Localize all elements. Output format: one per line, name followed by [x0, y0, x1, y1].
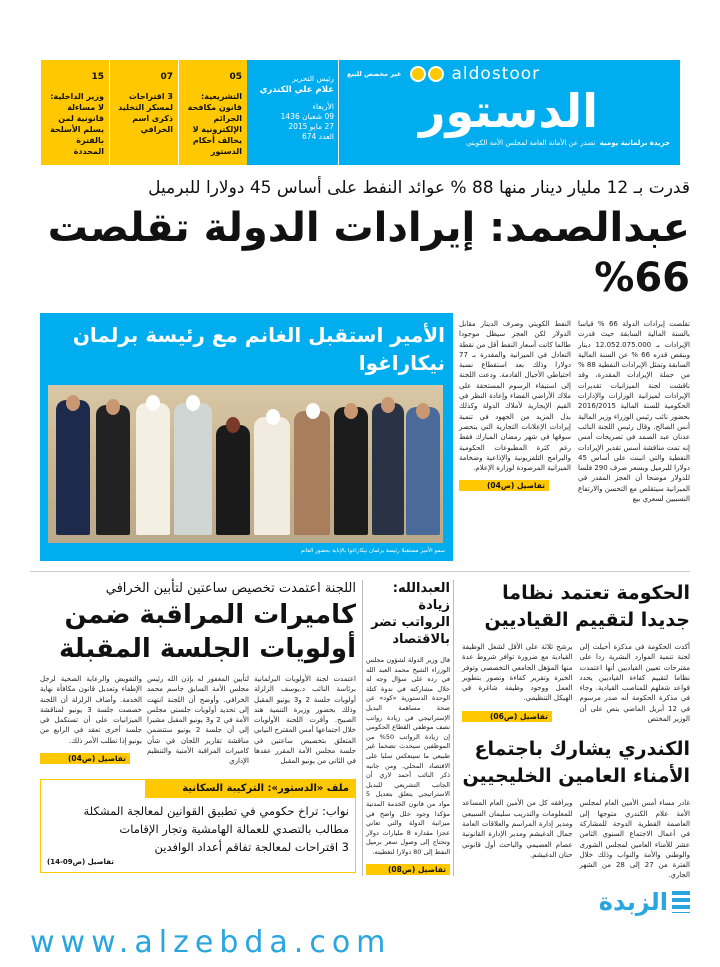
file-box-lines — [41, 798, 355, 856]
teaser-2[interactable] — [109, 60, 178, 165]
news-photo[interactable] — [48, 385, 443, 543]
file-box-details-link[interactable]: تفاصيل (ص09-14) — [47, 857, 114, 866]
kandari-columns — [462, 798, 690, 880]
logo-arabic: الدستور — [419, 84, 598, 138]
photo-caption: سمو الأمير مستقبلا رئيسة برلمان نيكاراغوا بالإنابة بحضور الغانم — [300, 548, 445, 554]
file-box-line: مطالب بالتصدي للعمالة الهامشية وتجار الإقامات — [119, 821, 349, 836]
gregorian-date: 27 مايو 2015 — [288, 122, 334, 131]
teasers-bar — [40, 60, 247, 165]
abdullah-body: قال وزير الدولة لشؤون مجلس الوزراء الشيخ محمد العبد الله في رده على سؤال وجه له خلال مشاركته في ندوة كتلة الوحدة الدستورية «كود» عن صحة مساهمة البديل الإستراتيجي في زيادة رواتب نصف موظفي القطاع الحكومي إن زيادة الرواتب 50% من الموظفين سيحدث تضخما غير طبيعي ما سينعكس سلبا على الاقتصاد المحلي. ومن جانبه ذكر النائب أحمد لاري أن الجانب التشريعي للبديل الاستراتيجي يتعلق بتعديل 5 مواد من قانون الخدمة المدنية مؤكدا وجود خلل واضح في ميزانية الدولة والتي تعاني عجزا مقداره 8 مليارات دولار وتحتاج إلى وصول سعر برميل النفط إلى 80 دولارا لتغطيته. — [366, 656, 450, 856]
alzebda-logo — [462, 887, 690, 917]
file-box-title: ملف «الدستور»: التركيبة السكانية — [145, 780, 355, 798]
website-url[interactable]: www.alzebda.com — [30, 924, 392, 960]
file-box-line: نواب: تراخ حكومي في تطبيق القوانين لمعالجة المشكلة — [83, 803, 349, 818]
lead-body — [453, 313, 690, 504]
edition-info — [247, 60, 339, 165]
teaser-text: التشريعية: قانون مكافحة الجرائم الإلكترونية لا يخالف أحكام الدستور — [187, 92, 242, 156]
photo-story — [40, 313, 453, 561]
teaser-1[interactable] — [178, 60, 247, 165]
gov-body-col2: يرشح ثلاثة على الأقل لشغل الوظيفة القيادية مع ضرورة توافر شروط عدة منها المؤهل الجامعي التخصصي وتوفر الخبرة وتقرير كفاءة وتصور بتطوير العمل ووجود وظيفة شاغرة في الهيكل التنظيمي. — [462, 643, 573, 703]
lead-row — [30, 313, 690, 561]
hijri-date: 09 شعبان 1436 — [280, 112, 334, 121]
cameras-body-col2: لتأبين المغفور له بإذن الله رئيس مجلس الأمة السابق جاسم محمد الخرافي. وأوضح أن اللجنة انتهت إلى تحديد أولويات جلستي مجلس الأمة في 2 و3 يونيو المقبل مشيرا إلى أن جلسة 2 يونيو ستتضمن مناقشة تقارير اللجان في شأن كاميرات المراقبة الأمنية والتنظيم الإداري — [147, 675, 249, 766]
kandari-body-col2: ويرافقه كل من الأمين العام المساعد للمعلومات والتدريب سليمان السبيعي ومدير إدارة المراسم والعلاقات العامة جمال الدغيشم ومدير الإدارة القانونية عصام العصيمي والباحث أول قانوني حنان الدغيشم. — [462, 799, 573, 859]
cameras-headline: كاميرات المراقبة ضمن أولويات الجلسة المقبلة — [59, 600, 356, 664]
lead-body-col1: تقلصت إيرادات الدولة 66 % قياسا بالسنة المالية السابقة حيث قدرت الإيرادات بـ 12.052.075.000 دينار وبنقص قدره 66 % عن السنة المالية السابقة وتمثل الإيرادات النفطية 88 % من جملة الإيرادات المقدرة، وقد ناقشت لجنة الميزانيات تقديرات الإيرادات لميزانية الوزارات والإدارات الحكومية للسنة المالية 2016/2015 بحضور نائب رئيس الوزراء وزير المالية أنس الصالح. وقال رئيس اللجنة النائب عدنان عبد الصمد في تصريحات أمس إنه تمت مناقشة أسس تقدير الإيرادات النفطية والتي انبنت على أساس 45 دولارا للبرميل وبسعر صرف 290 فلسا للدولار موضحا أن العجز المقدر في الميزانية سيتقلص مع التحسن والارتفاع النسبيين لسعري بيع — [578, 320, 691, 504]
editor-label: رئيس التحرير — [292, 74, 334, 83]
kandari-body-col1: غادر مساء أمس الأمين العام لمجلس الأمة علام الكندري متوجها إلى العاصمة القطرية الدوحة للمشاركة في أعمال الاجتماع السنوي الثامن عشر للأمناء العامين لمجلس الشورى والوطني والأمة والنواب وذلك خلال الفترة من 27 إلى 28 من الشهر الجاري. — [579, 799, 690, 880]
abdullah-headline: العبدالله: زيادة الرواتب تضر بالاقتصاد — [371, 581, 450, 647]
file-box[interactable] — [40, 779, 356, 873]
cameras-columns — [40, 674, 356, 767]
abdullah-section — [362, 580, 454, 876]
cameras-section — [40, 580, 356, 873]
tagline — [347, 138, 670, 148]
cameras-body-col1: اعتمدت لجنة الأولويات البرلمانية برئاسة النائب د.يوسف الزلزلة أولويات جلسة 2 و3 يونيو المقبل وذلك بحضور وزيرة التنمية هند الصبيح. وأقرت اللجنة الأولويات خلال اجتماعها أمس المقترح النيابي المتعلق بتخصيص ساعتين في جلسة مجلس الأمة المقرر عقدها في الثاني من يونيو المقبل — [254, 675, 356, 766]
masthead — [247, 60, 680, 165]
not-for-sale-label: غير مخصص للبيع — [347, 70, 402, 78]
right-section — [454, 580, 690, 917]
teaser-page: 07 — [160, 72, 173, 82]
logo-english: aldostoor — [451, 64, 541, 84]
gov-headline: الحكومة تعتمد نظاما جديدا لتقييم القياديين — [484, 582, 690, 631]
day: الأربعاء — [312, 102, 334, 111]
alzebda-brand: الزبدة — [598, 887, 668, 916]
logo-dots-icon — [410, 66, 444, 82]
issue-number: العدد 674 — [302, 132, 334, 141]
gov-body-col1: أكدت الحكومة في مذكرة أحيلت إلى لجنة تنمية الموارد البشرية ردا على مقترحات تعيين القياديين أنها اعتمدت نظاما لتقييم كفاءة القياديين يحدد قواعد شغلهم للمناصب القيادية. وجاء في مذكرة الحكومة أنه صدر مرسوم في 12 أبريل الماضي ينص على أن الوزير المختص — [579, 643, 691, 724]
lead-kicker: قدرت بـ 12 مليار دينار منها 88 % عوائد النفط على أساس 45 دولارا للبرميل — [148, 178, 690, 198]
cameras-kicker: اللجنة اعتمدت تخصيص ساعتين لتأبين الخرافي — [105, 581, 356, 596]
brand-block — [339, 60, 680, 165]
lead-headline: عبدالصمد: إيرادات الدولة تقلصت 66% — [47, 205, 690, 301]
lead-body-col2: النفط الكويتي وصرف الدينار مقابل الدولار لكن العجز سيظل موجودا طالما كانت أسعار النفط أقل من نقطة التعادل في الميزانية والمقدرة بـ 77 دولارا وذلك بعد استقطاع نسبة احتياطي الأجيال القادمة. ودعت اللجنة إلى استيفاء الرسوم المستحقة على ملاك الأراضي الفضاء وإعادة النظر في القيم الإيجارية لأملاك الدولة وكذلك بذل المزيد من الجهود في تنمية إيرادات الإعلانات التجارية التي ينحصر سوقها في شهر رمضان المبارك فقط رغم كثرة المطبوعات الحكومية والبرامج التلفزيونية والإذاعية وضخامة الميزانية المرصودة لوزارة الإعلام. — [459, 320, 571, 473]
teaser-text: 3 اقتراحات لمسكر التخليد ذكرى اسم الخرافي — [118, 92, 173, 134]
photo-headline: الأمير استقبل الغانم مع رئيسة برلمان نيكاراغوا — [72, 323, 445, 375]
tagline-text: تصدر عن الأمانة العامة لمجلس الأمة الكويتي — [465, 139, 596, 147]
gov-columns — [462, 642, 690, 724]
file-box-line: 3 اقتراحات لمعالجة تفاقم أعداد الوافدين — [154, 839, 349, 854]
bottom-row — [30, 580, 690, 917]
divider — [30, 571, 690, 572]
lead-details-link[interactable]: تفاصيل (ص04) — [459, 480, 549, 491]
teaser-3[interactable] — [40, 60, 109, 165]
brand-top — [347, 64, 670, 84]
teaser-text: وزير الداخلية: لا مساءلة قانونية لمن يسلم الأسلحة بالفترة المحددة — [50, 92, 104, 156]
cameras-details-link[interactable]: تفاصيل (ص04) — [40, 753, 130, 764]
tagline-bold: جريدة برلمانية يومية — [599, 139, 670, 147]
logo-lines-icon — [672, 891, 690, 913]
teaser-page: 15 — [91, 72, 104, 82]
editor-name: علام علي الكندري — [259, 85, 334, 95]
gov-details-link[interactable]: تفاصيل (ص06) — [462, 711, 552, 722]
teaser-page: 05 — [229, 72, 242, 82]
kandari-headline: الكندري يشارك باجتماع الأمناء العامين الخليجيين — [462, 738, 690, 788]
abdullah-details-link[interactable]: تفاصيل (ص08) — [366, 864, 450, 875]
cameras-body-col3: والتفويض والرعاية الصحية لرجل الإطفاء وتعديل قانون مكافأة نهاية الخدمة. وأضاف الزلزلة أن اللجنة خصصت جلسة 3 يونيو لمناقشة الميزانيات على أن تستكمل في جلسة أخرى تعقد في الرابع من يونيو إذا تطلب الأمر ذلك. — [40, 675, 142, 745]
masthead-row — [40, 60, 680, 165]
